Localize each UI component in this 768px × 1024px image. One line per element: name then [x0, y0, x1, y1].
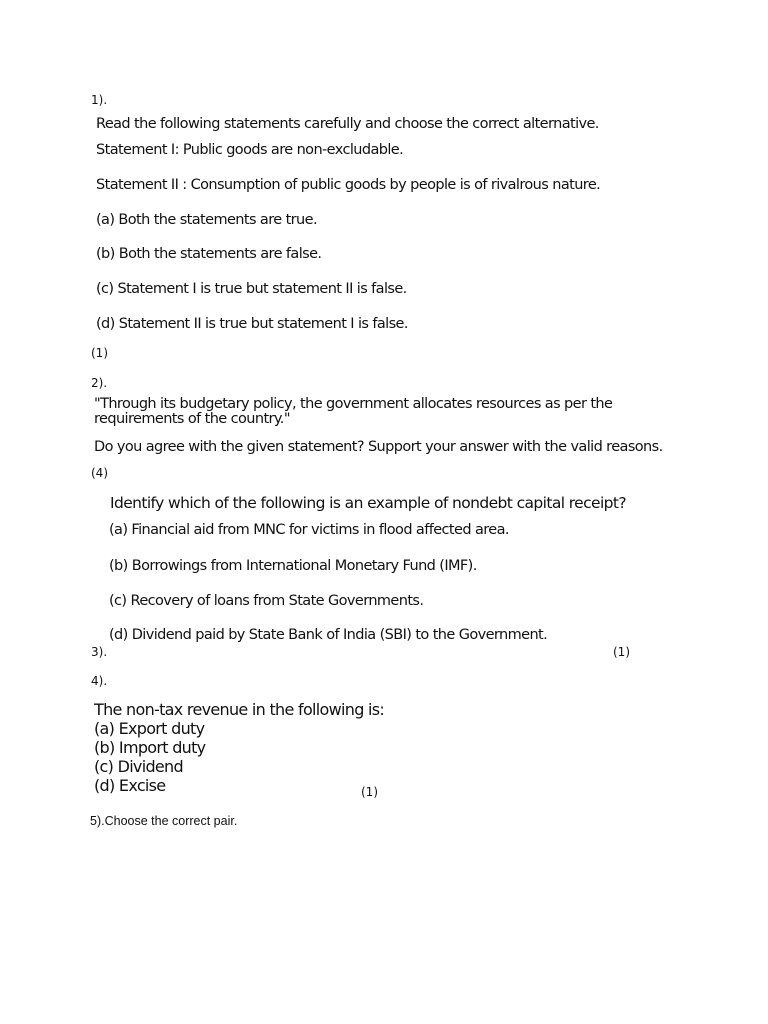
- question-quote: "Through its budgetary policy, the government allocates resources as per the requirements of the country.": [94, 396, 613, 427]
- option-a: (a) Export duty: [94, 719, 205, 738]
- question-text: The non-tax revenue in the following is:: [94, 700, 385, 719]
- option-d: (d) Dividend paid by State Bank of India (SBI) to the Government.: [109, 627, 548, 643]
- option-a: (a) Both the statements are true.: [96, 212, 317, 228]
- question-text: Do you agree with the given statement? Support your answer with the valid reasons.: [94, 439, 663, 455]
- option-b: (b) Both the statements are false.: [96, 246, 322, 262]
- marks-label: (4): [91, 466, 108, 480]
- question-text: Identify which of the following is an example of nondebt capital receipt?: [110, 494, 627, 512]
- question-instruction: Read the following statements carefully and choose the correct alternative.: [96, 116, 599, 132]
- option-d: (d) Excise: [94, 776, 166, 795]
- option-d: (d) Statement II is true but statement I is false.: [96, 316, 408, 332]
- question-text: 5).Choose the correct pair.: [90, 814, 238, 828]
- statement-one: Statement I: Public goods are non-excludable.: [96, 142, 404, 158]
- question-number: 2).: [91, 376, 108, 390]
- marks-label: (1): [613, 645, 630, 659]
- option-a: (a) Financial aid from MNC for victims in flood affected area.: [109, 522, 509, 538]
- marks-label: (1): [361, 785, 378, 799]
- option-c: (c) Statement I is true but statement II is false.: [96, 281, 407, 297]
- option-c: (c) Recovery of loans from State Governments.: [109, 593, 424, 609]
- question-number: 3).: [91, 645, 108, 659]
- option-b: (b) Import duty: [94, 738, 206, 757]
- option-c: (c) Dividend: [94, 757, 183, 776]
- question-number: 4).: [91, 674, 108, 688]
- statement-two: Statement II : Consumption of public goods by people is of rivalrous nature.: [96, 177, 601, 193]
- question-number: 1).: [91, 93, 108, 107]
- marks-label: (1): [91, 346, 108, 360]
- option-b: (b) Borrowings from International Monetary Fund (IMF).: [109, 558, 477, 574]
